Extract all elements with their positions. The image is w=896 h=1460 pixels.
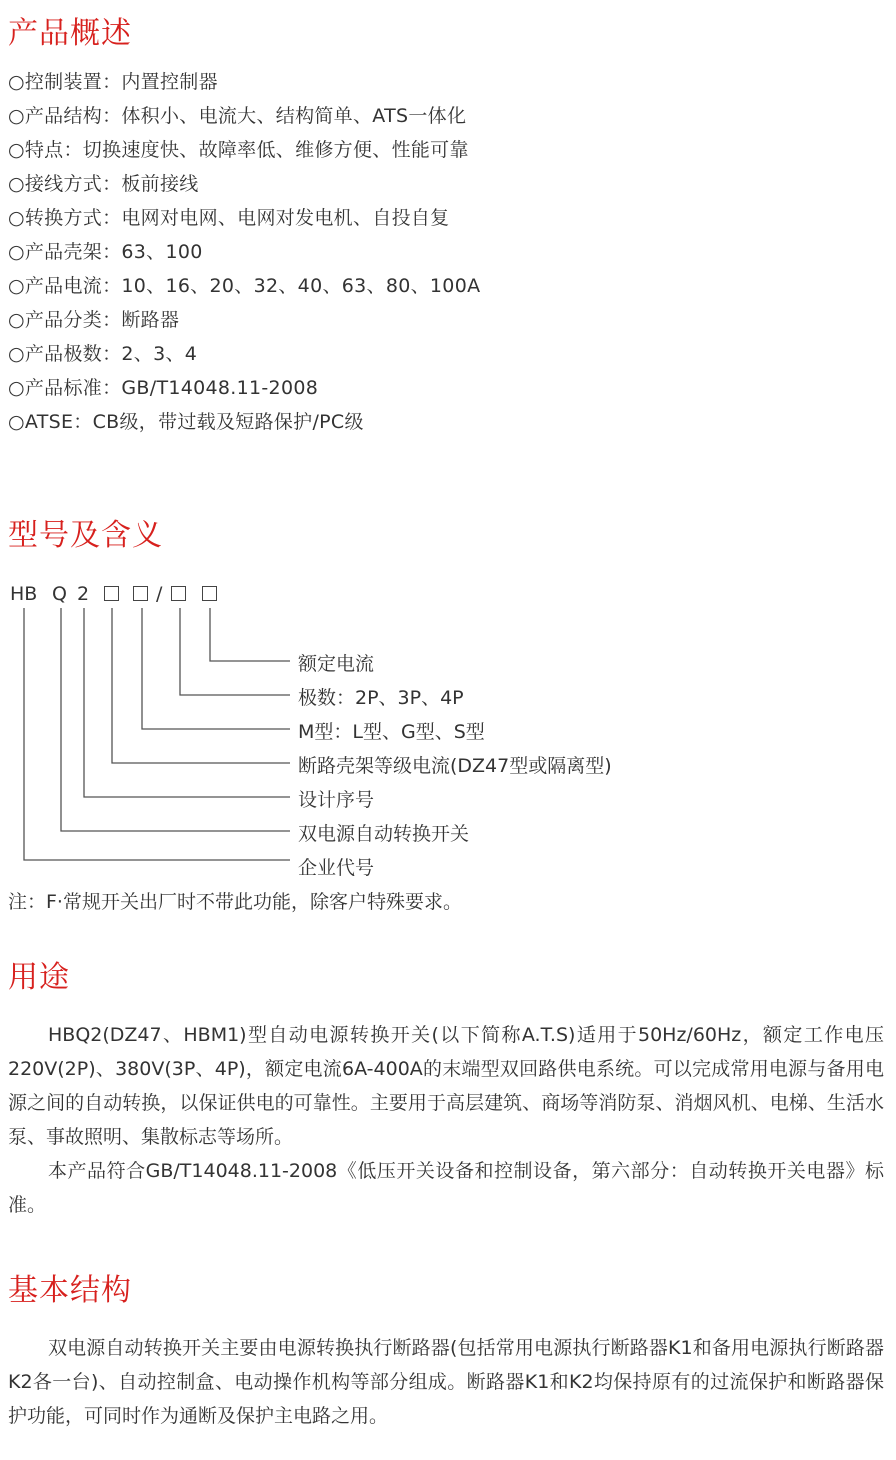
code-company: HB [10, 583, 38, 605]
usage-text-1: HBQ2(DZ47、HBM1)型自动电源转换开关(以下简称A.T.S)适用于50Hz/60Hz，额定工作电压220V(2P)、380V(3P、4P)，额定电流6A-400A的末端型双回路供电系统。可以完成常用电源与备用电源之间的自动转换，以保证供电的可靠性。主要用于高层建筑、商场等消防泵、消烟风机、电梯、生活水泵、事故照明、集散标志等场所。 [8, 1024, 884, 1148]
list-item: ○产品分类：断路器 [8, 309, 180, 331]
usage-heading: 用途 [8, 960, 70, 995]
list-item: ○控制装置：内置控制器 [8, 71, 218, 93]
list-item: ○产品标准：GB/T14048.11-2008 [8, 377, 319, 399]
meaning-company: 企业代号 [298, 857, 375, 879]
list-item: ○ATSE：CB级，带过载及短路保护/PC级 [8, 411, 364, 433]
usage-paragraph [8, 1018, 884, 1222]
code-2: 2 [77, 583, 90, 605]
usage-text-2: 本产品符合GB/T14048.11-2008《低压开关设备和控制设备，第六部分：自动转换开关电器》标准。 [8, 1160, 884, 1216]
list-item: ○产品极数：2、3、4 [8, 343, 198, 365]
meaning-type: M型：L型、G型、S型 [298, 721, 485, 743]
list-item: ○产品电流：10、16、20、32、40、63、80、100A [8, 275, 481, 297]
structure-paragraph [8, 1331, 884, 1433]
meaning-product: 双电源自动转换开关 [298, 823, 470, 845]
meaning-frame-current: 断路壳架等级电流(DZ47型或隔离型) [298, 755, 612, 777]
structure-heading: 基本结构 [8, 1273, 132, 1308]
list-item: ○转换方式：电网对电网、电网对发电机、自投自复 [8, 207, 450, 229]
list-item: ○产品结构：体积小、电流大、结构简单、ATS一体化 [8, 105, 467, 127]
model-heading: 型号及含义 [8, 518, 163, 553]
meaning-poles: 极数：2P、3P、4P [298, 687, 464, 709]
list-item: ○特点：切换速度快、故障率低、维修方便、性能可靠 [8, 139, 469, 161]
meaning-design-serial: 设计序号 [298, 789, 375, 811]
meaning-rated-current: 额定电流 [298, 653, 375, 675]
code-slash: / [156, 583, 163, 605]
overview-heading: 产品概述 [8, 16, 132, 51]
list-item: ○接线方式：板前接线 [8, 173, 199, 195]
model-note: 注：F·常规开关出厂时不带此功能，除客户特殊要求。 [8, 891, 462, 913]
list-item: ○产品壳架：63、100 [8, 241, 203, 263]
code-q: Q [52, 583, 67, 605]
structure-text: 双电源自动转换开关主要由电源转换执行断路器(包括常用电源执行断路器K1和备用电源执行断路器K2各一台)、自动控制盒、电动操作机构等部分组成。断路器K1和K2均保持原有的过流保护和断路器保护功能，可同时作为通断及保护主电路之用。 [8, 1337, 884, 1427]
